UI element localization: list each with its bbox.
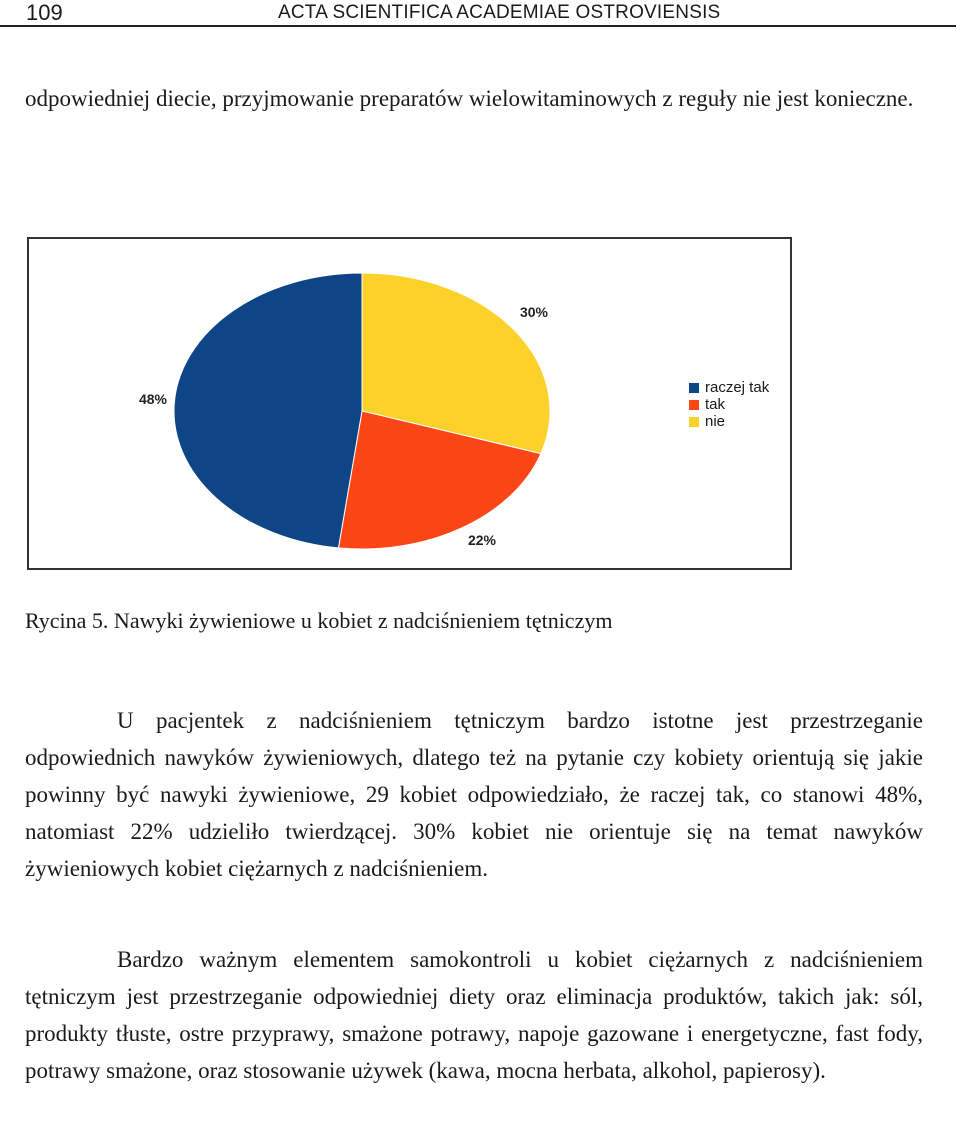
paragraph-1: odpowiedniej diecie, przyjmowanie preparatów wielowitaminowych z reguły nie jest konieczne.	[25, 86, 914, 111]
pie-label-raczej-tak: 48%	[138, 391, 168, 407]
legend-label: tak	[705, 396, 726, 413]
paragraph-2: U pacjentek z nadciśnieniem tętniczym bardzo istotne jest przestrzeganie odpowiednich nawyków żywieniowych, dlatego też na pytanie czy kobiety orientują się jakie powinny być nawyki żywieniowe, 29 kobiet odpowiedziało, że raczej tak, co stanowi 48%, natomiast 22% udzieliło twierdzącej. 30% kobiet nie orientuje się na temat nawyków żywieniowych kobiet ciężarnych z nadciśnieniem.	[25, 708, 923, 881]
pie-label-tak: 22%	[467, 532, 497, 548]
legend-item-raczej-tak	[689, 379, 769, 396]
legend-item-tak	[689, 396, 769, 413]
page-number: 109	[26, 0, 63, 25]
legend-label: raczej tak	[705, 379, 770, 396]
pie-slice-raczej-tak	[174, 273, 362, 548]
legend-swatch	[689, 400, 699, 410]
running-header	[0, 0, 960, 26]
journal-title: ACTA SCIENTIFICA ACADEMIAE OSTROVIENSIS	[278, 2, 721, 23]
legend-swatch	[689, 417, 699, 427]
pie-chart-figure	[27, 237, 792, 570]
figure-caption: Rycina 5. Nawyki żywieniowe u kobiet z nadciśnieniem tętniczym	[25, 608, 613, 633]
pie-chart	[29, 239, 790, 568]
paragraph-3: Bardzo ważnym elementem samokontroli u kobiet ciężarnych z nadciśnieniem tętniczym jest przestrzeganie odpowiedniej diety oraz eliminacja produktów, takich jak: sól, produkty tłuste, ostre przyprawy, smażone potrawy, napoje gazowane i energetyczne, fast fody, potrawy smażone, oraz stosowanie używek (kawa, mocna herbata, alkohol, papierosy).	[25, 947, 923, 1083]
legend-item-nie	[689, 413, 769, 430]
pie-label-nie: 30%	[519, 304, 549, 320]
legend-swatch	[689, 383, 699, 393]
legend-label: nie	[705, 413, 726, 430]
header-rule	[0, 25, 956, 27]
chart-legend	[689, 379, 769, 430]
